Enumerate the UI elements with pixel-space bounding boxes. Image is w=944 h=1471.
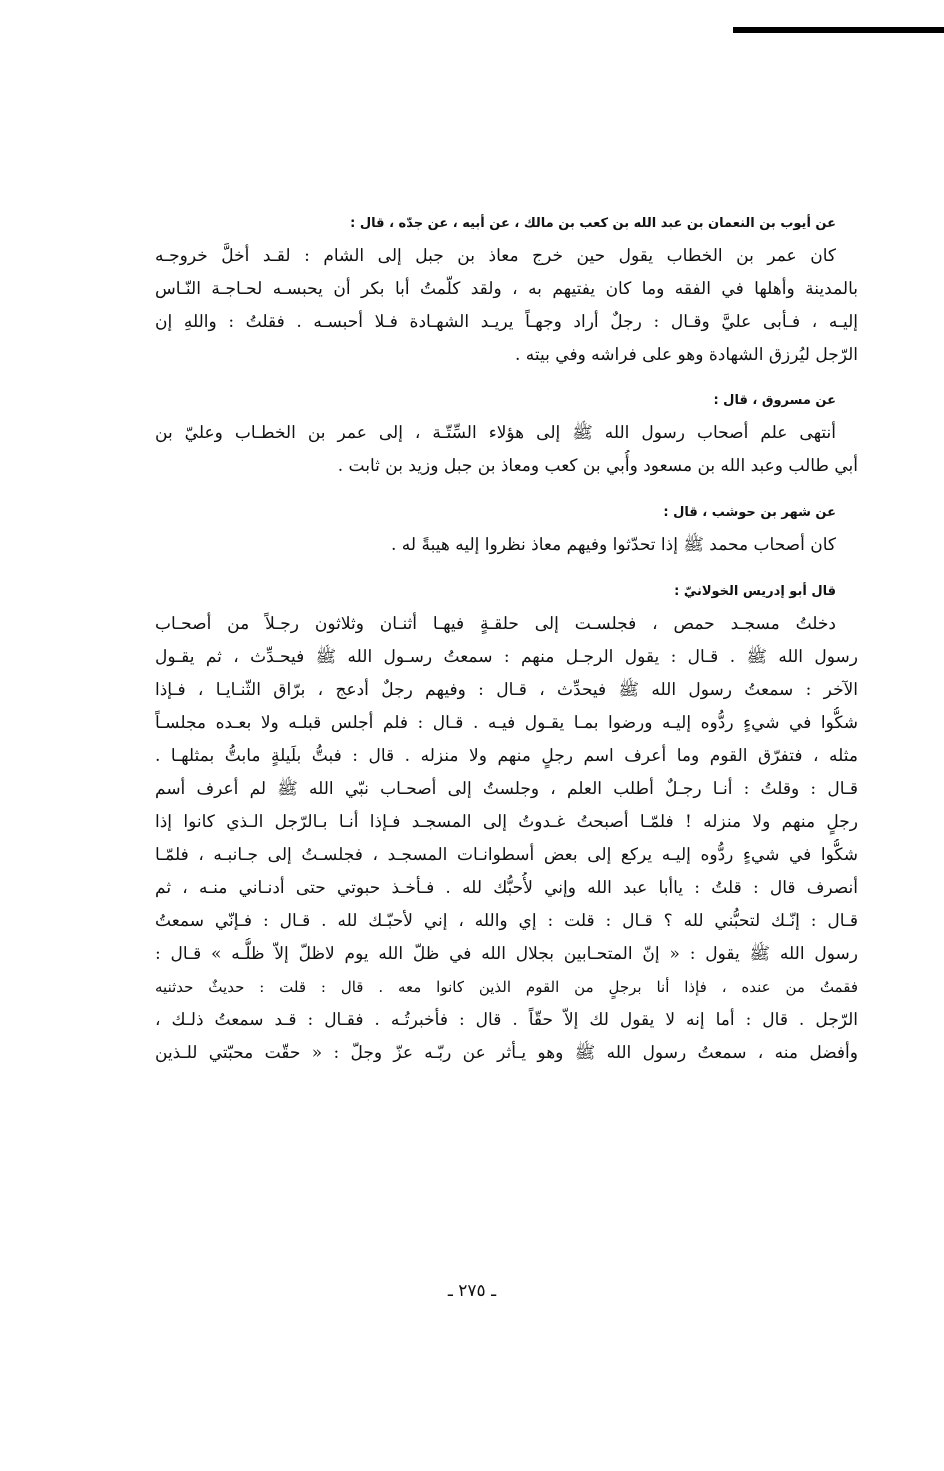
text-line: بالمدينة وأهلها في الفقه وما كان يفتيهم به ، ولقد كلّمتُ أبا بكر أن يحبسـه لحـاجـة النّـاس xyxy=(155,279,858,299)
text-line: أبي طالب وعبد الله بن مسعود وأُبي بن كعب ومعاذ بن جبل وزيد بن ثابت . xyxy=(337,456,858,476)
text-line: وأفضل منه ، سمعتُ رسول الله ﷺ وهو يـأثر عن ربّـه عزّ وجلّ : « حقّت محبّتي للـذين xyxy=(155,1043,858,1063)
section-2 xyxy=(155,389,858,483)
section-heading: عن أيوب بن النعمان بن عبد الله بن كعب بن مالك ، عن أبيه ، عن جدّه ، قال : xyxy=(350,216,836,231)
text-line: كان أصحاب محمد ﷺ إذا تحدّثوا وفيهم معاذ نظروا إليه هيبةً له . xyxy=(390,535,836,555)
page-number: ـ ٢٧٥ ـ xyxy=(447,1281,497,1301)
text-line: فقمتُ من عنده ، فإذا أنا برجلٍ من القوم الذين كانوا معه . قال : قلت : حديثٌ حدثنيه xyxy=(155,978,858,996)
section-3 xyxy=(155,501,858,562)
text-line: رجلٍ منهم ولا منزله ! فلمّـا أصبحتُ غـدوتُ إلى المسجـد فـإذا أنـا بـالرّجل الـذي كانوا إذا xyxy=(155,812,858,832)
text-line: كان عمر بن الخطاب يقول حين خرج معاذ بن جبل إلى الشام : لقـد أخلَّ خروجـه xyxy=(155,246,836,266)
text-line: الرّجل ليُرزق الشهادة وهو على فراشه وفي بيته . xyxy=(514,345,858,365)
text-line: أنصرف قال : قلتُ : ياأبا عبد الله وإني لأُحبُّك لله . فـأخـذ حبوتي حتى أدنـاني منـه ، ثم xyxy=(155,878,858,898)
section-heading: عن شهر بن حوشب ، قال : xyxy=(663,505,836,520)
text-line: قـال : وقلتُ : أنـا رجـلٌ أطلب العلم ، وجلستُ إلى أصحـاب نبّي الله ﷺ لم أعرف أسم xyxy=(155,779,858,799)
text-line: الآخر : سمعتُ رسول الله ﷺ فيحدِّث ، قـال : وفيهم رجلٌ أدعج ، برّاق الثّنـايـا ، فـإذا xyxy=(155,680,858,700)
section-heading: قال أبو إدريس الخولانيّ : xyxy=(674,584,836,599)
section-1 xyxy=(155,212,858,372)
text-line: قـال : إنّـك لتحبُّني لله ؟ قـال : قلت : إي والله ، إني لأحبّـك لله . قـال : فـإنّي سمعتُ xyxy=(155,911,858,931)
text-line: شكُّوا في شيءٍ ردُّوه إليـه يركع إلى بعض أسطوانـات المسجـد ، فجلسـتُ إلى جـانبـه ، فلمّـا xyxy=(155,845,858,865)
text-line: دخلتُ مسجـد حمص ، فجلسـت إلى حلقـةٍ فيهـا أثنـان وثلاثون رجـلاً من أصحـاب xyxy=(155,614,836,634)
section-4 xyxy=(155,580,858,1070)
top-rule xyxy=(733,27,944,33)
page-body xyxy=(155,212,858,1070)
text-line: الرّجل . قال : أما إنه لا يقول لك إلاّ حقّاً . قال : فأخبرتُـه . فقـال : قـد سمعتُ ذلـك ، xyxy=(155,1010,858,1030)
text-line: رسول الله ﷺ يقول : « إنّ المتحـابين بجلال الله في ظلّ الله يوم لاظلّ إلاّ ظلُّـه » قـال : xyxy=(155,944,858,964)
section-heading: عن مسروق ، قال : xyxy=(713,393,836,408)
text-line: رسول الله ﷺ . قـال : يقول الرجـل منهم : سمعتُ رسـول الله ﷺ فيحـدِّث ، ثم يقـول xyxy=(155,647,858,667)
text-line: أنتهى علم أصحاب رسول الله ﷺ إلى هؤلاء السِّتّـة ، إلى عمر بن الخطـاب وعليّ بن xyxy=(155,423,836,443)
text-line: إليـه ، فـأبى عليَّ وقـال : رجلٌ أراد وجهـاً يريـد الشهـادة فـلا أحبسـه . فقلتُ : واللهِ إن xyxy=(155,312,858,332)
text-line: شكُّوا في شيءٍ ردُّوه إليـه ورضوا بمـا يقـول فيـه . قـال : فلم أجلس قبلـه ولا بعـده مجلسـاً xyxy=(155,713,858,733)
text-line: مثله ، فتفرّق القوم وما أعرف اسم رجلٍ منهم ولا منزله . قال : فبتُّ بلَيلةٍ مابتُّ بمثلهـا . xyxy=(155,746,858,766)
